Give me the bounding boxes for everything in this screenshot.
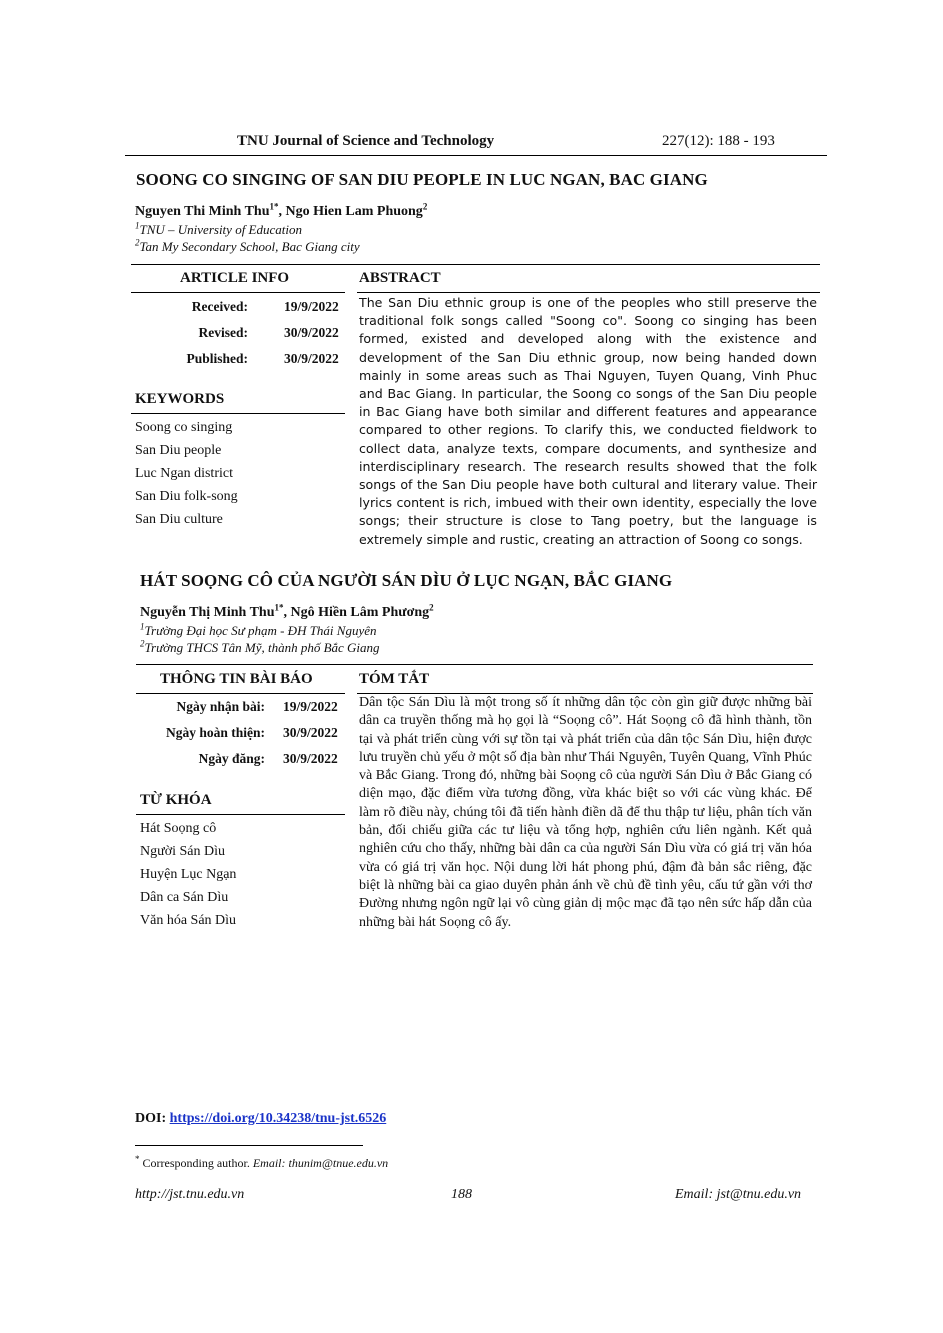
received-label-vn: Ngày nhận bài: [176, 699, 265, 714]
info-header-rule-vn [136, 693, 345, 694]
keywords-rule [131, 413, 345, 414]
affil-mark: 2 [135, 237, 140, 248]
keyword: Dân ca Sán Dìu [140, 890, 229, 905]
received-date: 19/9/2022 [284, 299, 339, 314]
keyword: San Diu culture [135, 512, 223, 527]
keyword: Soong co singing [135, 420, 233, 435]
info-top-rule [131, 264, 820, 265]
vietnamese-authors [140, 602, 434, 621]
keyword: Hát Soọng cô [140, 821, 217, 836]
keywords-rule-vn [136, 814, 345, 815]
footer-email[interactable]: Email: jst@tnu.edu.vn [675, 1187, 802, 1202]
journal-name: TNU Journal of Science and Technology [237, 133, 495, 149]
doi-link[interactable]: https://doi.org/10.34238/tnu-jst.6526 [169, 1111, 387, 1126]
abstract-header-rule [357, 292, 820, 293]
author-separator: , [278, 204, 286, 219]
published-label-vn: Ngày đăng: [198, 751, 265, 766]
keyword: Luc Ngan district [135, 466, 233, 481]
revised-label-vn: Ngày hoàn thiện: [165, 725, 265, 740]
author-name: Ngo Hien Lam Phuong [285, 204, 423, 219]
revised-label: Revised: [198, 325, 248, 340]
keyword: San Diu people [135, 443, 222, 458]
footnote-email-label: Email: [252, 1156, 289, 1170]
keywords-heading-vn: TỪ KHÓA [140, 792, 212, 808]
info-header-rule [131, 292, 345, 293]
affiliation-1-vn [140, 623, 377, 639]
affil-mark: 2 [140, 638, 145, 649]
english-title: SOONG CO SINGING OF SAN DIU PEOPLE IN LUC NGAN, BAC GIANG [136, 170, 708, 189]
affil-mark: 1 [140, 621, 145, 632]
keywords-heading: KEYWORDS [135, 391, 225, 407]
author-affil-mark: 1* [269, 201, 279, 212]
footer-website[interactable]: http://jst.tnu.edu.vn [135, 1187, 245, 1202]
published-date-vn: 30/9/2022 [283, 751, 338, 766]
affil-mark: 1 [135, 220, 140, 231]
published-date: 30/9/2022 [284, 351, 339, 366]
footnote-rule [135, 1145, 363, 1146]
affil-text: Trường THCS Tân Mỹ, thành phố Bắc Giang [144, 640, 380, 655]
footnote-email: thunim@tnue.edu.vn [288, 1156, 389, 1170]
affil-text: Trường Đại học Sư phạm - ĐH Thái Nguyên [144, 623, 377, 638]
english-authors [135, 201, 428, 220]
affiliation-2-vn [140, 640, 380, 656]
author-affil-mark: 2 [422, 201, 428, 212]
author-name: Nguyen Thi Minh Thu [135, 204, 270, 219]
footnote-mark: * [135, 1154, 140, 1164]
footnote-text: Corresponding author. [139, 1156, 253, 1170]
article-info-heading-vn: THÔNG TIN BÀI BÁO [160, 671, 313, 687]
author-name: Ngô Hiền Lâm Phương [290, 605, 430, 620]
keyword: Người Sán Dìu [140, 844, 225, 859]
revised-date-vn: 30/9/2022 [283, 725, 338, 740]
abstract-heading-vn: TÓM TẮT [359, 671, 430, 687]
author-separator: , [283, 605, 291, 620]
keyword: San Diu folk-song [135, 489, 238, 504]
author-affil-mark: 2 [429, 602, 434, 613]
article-info-heading: ARTICLE INFO [180, 270, 290, 286]
footer-page-number: 188 [451, 1187, 472, 1202]
vietnamese-abstract: Dân tộc Sán Dìu là một trong số ít những dân tộc còn gìn giữ được những bài dân ca truyền thống mà họ gọi là “Soọng cô”. Hát Soọng cô đã hình thành, tồn tại và phát triển cùng với sự tồn tại và phát triển của dân tộc Sán Dìu, hiện được lưu truyền chủ yếu ở một số địa bàn như Thái Nguyên, Tuyên Quang, Vĩnh Phúc và Bắc Giang. Trong đó, những bài Soọng cô của người Sán Dìu ở Bắc Giang có diện mạo, đặc điểm vừa tương đồng, vừa khác biệt so với các vùng khác. Để làm rõ điều này, chúng tôi đã tiến hành điền dã để thu thập tư liệu, phân tích văn bản, đối chiếu giữa các tư liệu và tổng hợp, nghiên cứu liên ngành. Kết quả nghiên cứu cho thấy, những bài dân ca của người Sán Dìu vừa có giá trị văn hóa vừa có giá trị văn học. Nội dung lời hát phong phú, đậm đà bản sắc riêng, đặc biệt là những bài ca giao duyên phản ánh về chủ đề tình yêu, cấu tứ gần với thơ Đường nhưng ngôn ngữ lại vô cùng giản dị mộc mạc đã tạo nên sức hấp dẫn của những bài hát Soọng cô ấy. [359, 695, 812, 930]
footnote [135, 1156, 388, 1171]
affiliation-2 [135, 239, 360, 255]
abstract-heading: ABSTRACT [359, 270, 441, 286]
received-label: Received: [191, 299, 248, 314]
affil-text: Tan My Secondary School, Bac Giang city [139, 239, 360, 254]
affiliation-1 [135, 222, 302, 238]
published-label: Published: [186, 351, 248, 366]
volume-pages: 227(12): 188 - 193 [662, 133, 775, 149]
received-date-vn: 19/9/2022 [283, 699, 338, 714]
vietnamese-title: HÁT SOỌNG CÔ CỦA NGƯỜI SÁN DÌU Ở LỤC NGẠN, BẮC GIANG [140, 571, 673, 590]
english-abstract: The San Diu ethnic group is one of the peoples who still preserve the traditional folk songs called "Soong co". Soong co singing has been formed, existed and developed along with the existence and development of the San Diu ethnic group, now being handed down mainly in some areas such as Thai Nguyen, Tuyen Quang, Vinh Phuc and Bac Giang. In particular, the Soong co songs of the San Diu people in Bac Giang have both similar and different features and appearance compared to other regions. To clarify this, we conducted fieldwork to collect data, analyze texts, compare documents, and synthesize and interdisciplinary research. The research results showed that the folk songs of the San Diu people have both cultural and literary value. Their lyrics content is rich, imbued with their own identity, especially the love songs; their structure is close to Tang poetry, but the language is extremely simple and rustic, creating an attraction of Soong co songs. [359, 295, 817, 547]
header-rule [125, 155, 827, 156]
doi-line [135, 1111, 386, 1127]
doi-label: DOI: [135, 1111, 170, 1126]
affil-text: TNU – University of Education [139, 222, 302, 237]
keyword: Huyện Lục Ngạn [140, 867, 237, 882]
keyword: Văn hóa Sán Dìu [140, 913, 237, 928]
revised-date: 30/9/2022 [284, 325, 339, 340]
info-top-rule-vn [136, 664, 813, 665]
author-affil-mark: 1* [274, 602, 284, 613]
author-name: Nguyễn Thị Minh Thu [140, 605, 275, 620]
